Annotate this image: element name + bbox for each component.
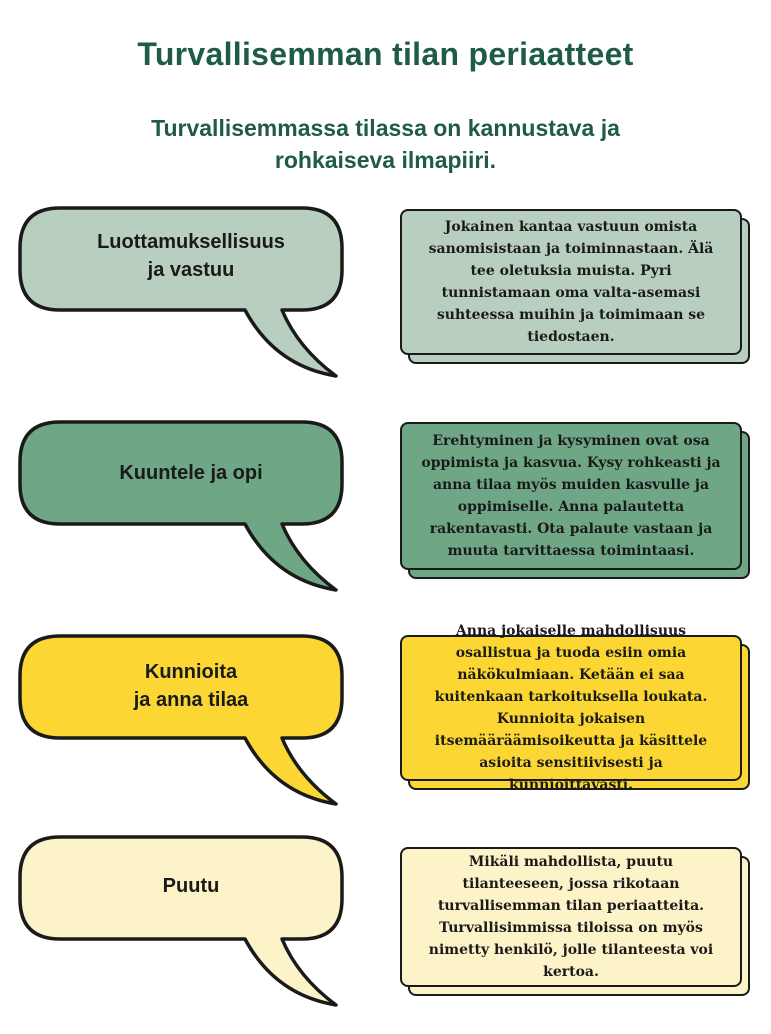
- principle-description: Mikäli mahdollista, puutu tilanteeseen, jossa rikotaan turvallisemman tilan periaatteita. Turvallisimmissa tiloissa on myös nimetty henkilö, jolle tilanteesta voi kertoa.: [428, 854, 714, 980]
- speech-bubble-shape: [20, 422, 350, 594]
- principle-heading: Kunnioita ja anna tilaa: [133, 661, 249, 711]
- speech-bubble-kuuntele: [20, 422, 350, 602]
- principle-card-4: [400, 847, 742, 987]
- principle-heading: Luottamuksellisuus ja vastuu: [97, 231, 285, 281]
- principle-card-1: [400, 209, 742, 355]
- principle-description: Anna jokaiselle mahdollisuus osallistua ja tuoda esiin omia näkökulmiaan. Ketään ei saa kuitenkaan tarkoituksella loukata. Kunnioita jokaisen itsemääräämisoikeutta ja käsittele asioita sensitiivisesti ja kunnioittavasti.: [434, 623, 708, 793]
- speech-bubble-puutu: [20, 837, 350, 1017]
- speech-bubble-luottamuksellisuus: [20, 208, 350, 388]
- principle-card-3: [400, 623, 742, 793]
- speech-bubble-shape: [20, 837, 350, 1009]
- speech-bubble-kunnioita: [20, 636, 350, 816]
- page-subtitle: Turvallisemmassa tilassa on kannustava ja rohkaiseva ilmapiiri.: [151, 115, 620, 173]
- principle-description: Jokainen kantaa vastuun omista sanomisistaan ja toiminnastaan. Älä tee oletuksia muista. Pyri tunnistamaan oma valta-asemasi suhteessa muihin ja toimimaan se tiedostaen.: [428, 219, 714, 345]
- principle-heading: Puutu: [162, 875, 220, 897]
- principle-card-2: [400, 422, 742, 570]
- principle-description: Erehtyminen ja kysyminen ovat osa oppimista ja kasvua. Kysy rohkeasti ja anna tilaa myös muiden kasvulle ja oppimiselle. Anna palautetta rakentavasti. Ota palaute vastaan ja muuta tarvittaessa toimintaasi.: [421, 433, 721, 559]
- page-title: Turvallisemman tilan periaatteet: [137, 36, 634, 72]
- principle-heading: Kuuntele ja opi: [119, 462, 263, 484]
